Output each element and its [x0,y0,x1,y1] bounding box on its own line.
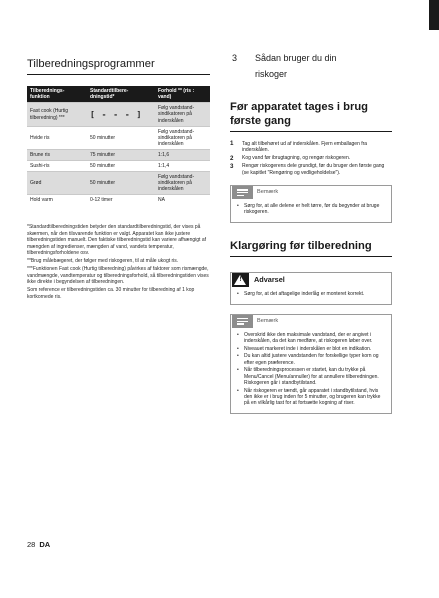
note-box-dry-parts [230,185,392,223]
header-function: Tilberednings- funktion [27,86,87,103]
cell-function: Grød [27,171,87,194]
cell-time: 50 minutter [87,160,155,171]
chapter-number: 3 [232,53,238,63]
note-header [231,186,391,199]
table-row [27,195,210,205]
warning-item: • Sørg for, at det aftagelige inderlåg er monteret korrekt. [237,291,385,297]
cell-ratio: Følg vandstand-sindikatoren på inderskålen [155,171,210,194]
cell-ratio: Følg vandstand-sindikatoren på inderskålen [155,126,210,149]
table-header-row [27,86,210,103]
cell-function: Hvide ris [27,126,87,149]
note-item: • Sørg for, at alle delene er helt tørre, før du begynder at bruge riskogeren. [237,203,385,216]
table-row [27,160,210,171]
footnote-reference-time: Som reference er tilberedningstiden ca. 30 minutter for tilberedning af 1 kop kortkornede ris. [27,287,195,300]
footnote-standard-time: *Standardtilberedningstiden betyder den standardtilberedningstid, der vises på skærmen, når den tilsvarende funktion er valgt. Apparatet kan ikke justere tilberedningstiden manuelt. Den faktiske tilberedningstid kan variere afhængigt af mængden af ingredienser, mængden af vand, vandets temperatur, tilberedningsforholdene osv. [27,224,206,256]
page-footer [27,540,50,549]
note-label: Bemærk [257,318,279,324]
cell-time: 0-12 timer [87,195,155,205]
warning-box [230,272,392,305]
table-row [27,171,210,194]
cell-ratio: 1:1,4 [155,160,210,171]
chapter-title-line1: Sådan bruger du din [255,53,337,63]
warning-header [231,273,391,287]
language-code: DA [39,540,51,549]
note-box-water-level [230,314,392,414]
note-icon [232,186,253,199]
note-item: • Niveauet markeret inde i inderskålen er blot en indikation. [237,346,385,352]
right-column [230,52,392,414]
header-time: Standardtilbere- dningstid* [87,86,155,103]
footnote-fast-cook: ***Funktionen Fast cook (Hurtig tilberedning) påvirkes af faktorer som rismængde, vandmængde, vandtemperatur og tilberedningsforhold, så tilberedningstiden vises ikke direkte i begyndelsen af tilberedningen. [27,266,209,285]
chapter-title-line2: riskoger [255,68,288,79]
step-item: 3 Rengør riskogerens dele grundigt, før du bruger den første gang (se kapitlet "Rengøring og vedligeholdelse"). [230,162,385,176]
heading-first-use: Før apparatet tages i brug første gang [230,100,392,132]
left-column [27,52,210,302]
table-row [27,103,210,126]
section-title-programs: Tilberedningsprogrammer [27,58,210,75]
note-label: Bemærk [257,189,279,196]
cell-ratio: NA [155,195,210,205]
cell-ratio: 1:1,6 [155,150,210,161]
step-item: 2 Kog vand før ibrugtagning, og rengør riskogeren. [230,154,351,162]
chapter-heading [230,51,392,83]
note-item: • Når riskogeren er tændt, går apparatet i standbytilstand, hvis den ikke er i brug inden for 5 minutter, og brugeren kan trykke på en vilkårlig tast for at fortsætte kogning af riser. [237,388,385,407]
cell-time: 50 minutter [87,126,155,149]
table-row [27,126,210,149]
page-edge-tab [429,0,439,30]
cell-function: Brune ris [27,150,87,161]
note-item: • Når tilberedningsprocessen er startet, kan du trykke på Menu/Cancel (Menu/annuller) for at annullere tilberedningen. Riskogeren går i standbytilstand. [237,367,385,386]
first-use-steps [230,141,392,176]
note-header [231,315,391,328]
cell-time: 50 minutter [87,171,155,194]
heading-preparation: Klargøring før tilberedning [230,239,392,257]
cell-function: Fast cook (Hurtig tilberedning) *** [27,103,87,126]
note-item: • Overskrid ikke den maksimale vandstand, der er angivet i inderskålen, da det kan medføre, at riskogeren løber over. [237,332,385,345]
note-icon [232,315,253,328]
cell-time-lcd-display: [ - - - ] [87,103,155,126]
footnote-measuring-cup: **Brug målebægeret, der følger med riskogeren, til at måle ukogt ris. [27,258,179,264]
step-item: 1 Tag alt tilbehøret ud af inderskålen. Fjern emballagen fra inderskålen. [230,140,368,153]
cell-function: Hold varm [27,195,87,205]
header-ratio: Forhold ** (ris : vand) [155,86,210,103]
warning-icon: ! [232,273,249,287]
cell-time: 75 minutter [87,150,155,161]
page-number: 28 [27,540,36,549]
footnotes [27,224,210,300]
programs-table [27,86,210,205]
warning-label: Advarsel [254,275,285,285]
cell-function: Sushi-ris [27,160,87,171]
note-item: • Du kan altid justere vandstanden for forskellige typer korn og efter egen præference. [237,353,385,366]
cell-ratio: Følg vandstand-sindikatoren på inderskålen [155,103,210,126]
table-row [27,150,210,161]
